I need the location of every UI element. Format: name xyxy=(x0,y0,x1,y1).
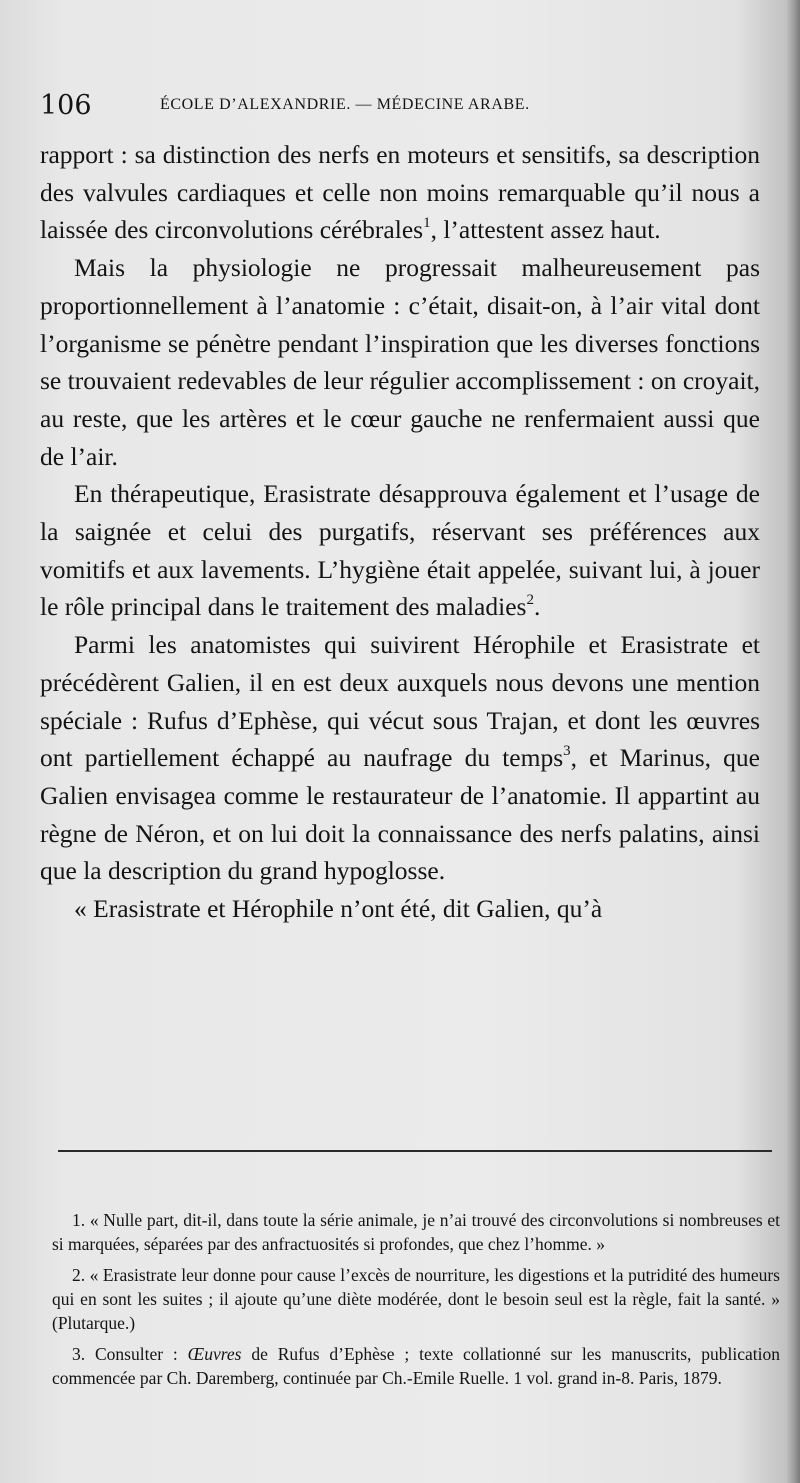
footnote-3-rest: de Rufus d’Ephèse ; texte collationné sur les manuscrits, publication commencée par Ch. Daremberg, continuée par Ch.-Emile Ruelle. 1 vol. grand in-8. Paris, 1879. xyxy=(52,1344,780,1388)
footnote-3-prefix: 3. Consulter : xyxy=(72,1344,178,1364)
footnote-3-title: Œuvres xyxy=(187,1344,242,1364)
footnote-1: 1. « Nulle part, dit-il, dans toute la série animale, je n’ai trouvé des circonvolutions si nombreuses et si marquées, séparées par des anfractuosités si profondes, que chez l’homme. » xyxy=(52,1210,780,1254)
footnote-ref-3: 3 xyxy=(563,743,571,760)
running-head: ÉCOLE D’ALEXANDRIE. — MÉDECINE ARABE. xyxy=(160,96,530,113)
footnote-separator xyxy=(58,1150,772,1152)
footnote-ref-1: 1 xyxy=(423,215,431,232)
footnote-2: 2. « Erasistrate leur donne pour cause l’excès de nourriture, les digestions et la putridité des humeurs qui en sont les suites ; il ajoute qu’une diète modérée, dont le besoin seul est la règle, fait la santé. » (Plutarque.) xyxy=(52,1265,780,1333)
paragraph-2: Mais la physiologie ne progressait malheureusement pas proportionnellement à l’anatomie : c’était, disait-on, à l’air vital dont l’organisme se pénètre pendant l’inspiration que les diverses fonctions se trouvaient redevables de leur régulier accomplissement : on croyait, au reste, que les artères et le cœur gauche ne renfermaient aussi que de l’air. xyxy=(40,253,760,471)
paragraph-1-tail: , l’attestent assez haut. xyxy=(430,215,661,245)
footnote-3 xyxy=(52,1342,780,1390)
paragraph-3-text: En thérapeutique, Erasistrate désapprouva également et l’usage de la saignée et celui des purgatifs, réservant ses préférences aux vomitifs et aux lavements. L’hygiène était appelée, suivant lui, à jouer le rôle principal dans le traitement des maladies xyxy=(40,479,760,622)
paragraph-3-tail: . xyxy=(533,592,541,622)
footnotes xyxy=(52,1208,780,1397)
paragraph-5: « Erasistrate et Hérophile n’ont été, dit Galien, qu’à xyxy=(74,894,603,924)
page-header xyxy=(40,90,760,130)
paragraph-4 xyxy=(40,626,760,890)
paragraph-1 xyxy=(40,136,760,249)
footnote-ref-2: 2 xyxy=(526,592,534,609)
paragraph-1-text: rapport : sa distinction des nerfs en moteurs et sensitifs, sa description des valvules cardiaques et celle non moins remarquable qu’il nous a laissée des circonvolutions cérébrales xyxy=(40,140,760,245)
page-number: 106 xyxy=(40,90,92,121)
paragraph-3 xyxy=(40,475,760,626)
main-text xyxy=(40,136,760,928)
paragraph-4-text: Parmi les anatomistes qui suivirent Hérophile et Erasistrate et précédèrent Galien, il en est deux auxquels nous devons une mention spéciale : Rufus d’Ephèse, qui vécut sous Trajan, et dont les œuvres ont partiellement échappé au naufrage du temps xyxy=(40,630,760,773)
page-spine-shadow xyxy=(786,0,800,1483)
paragraph-4-tail: , et Marinus, que Galien envisagea comme le restaurateur de l’anatomie. Il appartint au règne de Néron, et on lui doit la connaissance des nerfs palatins, ainsi que la description du grand hypoglosse. xyxy=(40,743,760,886)
